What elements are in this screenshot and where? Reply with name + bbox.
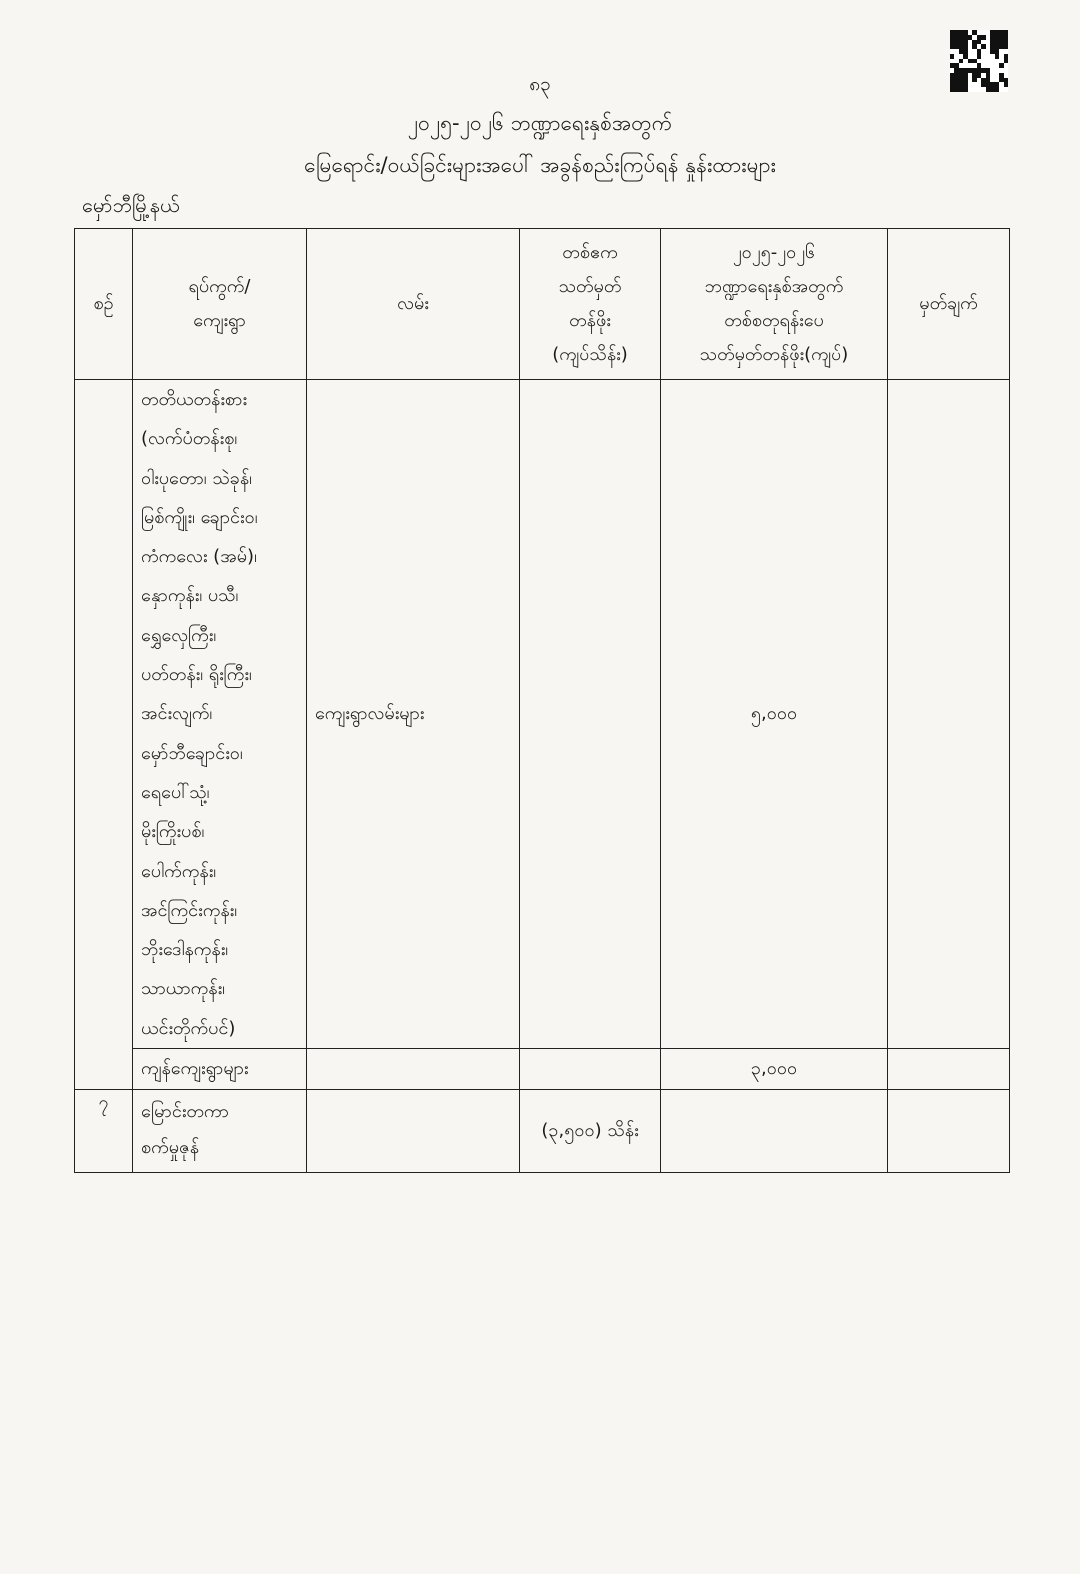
previous-value-cell (520, 380, 661, 1049)
village-cell: ကျန်ကျေးရွာများ (133, 1049, 307, 1090)
new-value-cell: ၅,၀၀၀ (661, 380, 888, 1049)
previous-value-cell: (၃,၅၀၀) သိန်း (520, 1090, 661, 1173)
document-title-line-1: ၂၀၂၅-၂၀၂၆ ဘဏ္ဍာရေးနှစ်အတွက် (407, 111, 673, 135)
land-value-table (74, 228, 1010, 1173)
remark-cell (888, 380, 1010, 1049)
header-previous-value: တစ်ဧက သတ်မှတ် တန်ဖိုး (ကျပ်သိန်း) (520, 229, 661, 380)
village-list-cell: မြောင်းတကာ စက်မှုဇုန် (133, 1090, 307, 1173)
document-title-line-2: မြေရောင်း/ဝယ်ခြင်းများအပေါ် အခွန်စည်းကြပ်ရန် နှုန်းထားများ (304, 153, 776, 177)
table-row (75, 1049, 1010, 1090)
table-row (75, 380, 1010, 1049)
road-cell: ကျေးရွာလမ်းများ (307, 380, 520, 1049)
header-new-value: ၂၀၂၅-၂၀၂၆ ဘဏ္ဍာရေးနှစ်အတွက် တစ်စတုရန်းပေ သတ်မှတ်တန်ဖိုး(ကျပ်) (661, 229, 888, 380)
road-cell (307, 1090, 520, 1173)
header-remark: မှတ်ချက် (888, 229, 1010, 380)
header-no: စဉ် (75, 229, 133, 380)
village-list-cell: တတိယတန်းစား (လက်ပံတန်းစု၊ ဝါးပုတော၊ သဲခုန်၊ မြစ်ကျိုး၊ ချောင်းဝ၊ ကံကလေး (အမ်)၊ နှောကုန်း၊ ပသီ၊ ရွှေလှေကြီး၊ ပတ်တန်း၊ ရိုးကြီး၊ အင်းလျက်၊ မှော်ဘီချောင်းဝ၊ ရေပေါ်သုံ့၊ မိုးကြိုးပစ်၊ ပေါက်ကုန်း၊ အင်ကြင်းကုန်း၊ ဘိုးဒေါနကုန်း၊ သာယာကုန်း၊ ယင်းတိုက်ပင်) (133, 380, 307, 1049)
header-ward-village: ရပ်ကွက်/ ကျေးရွာ (133, 229, 307, 380)
page-number: ၈၃ (529, 73, 551, 95)
township-name: မှော်ဘီမြို့နယ် (82, 193, 180, 217)
header-road: လမ်း (307, 229, 520, 380)
row-number-cell (75, 380, 133, 1090)
table-header-row (75, 229, 1010, 380)
table-row (75, 1090, 1010, 1173)
remark-cell (888, 1090, 1010, 1173)
row-number-cell: ၇ (75, 1090, 133, 1173)
new-value-cell: ၃,၀၀၀ (661, 1049, 888, 1090)
new-value-cell (661, 1090, 888, 1173)
previous-value-cell (520, 1049, 661, 1090)
remark-cell (888, 1049, 1010, 1090)
road-cell (307, 1049, 520, 1090)
